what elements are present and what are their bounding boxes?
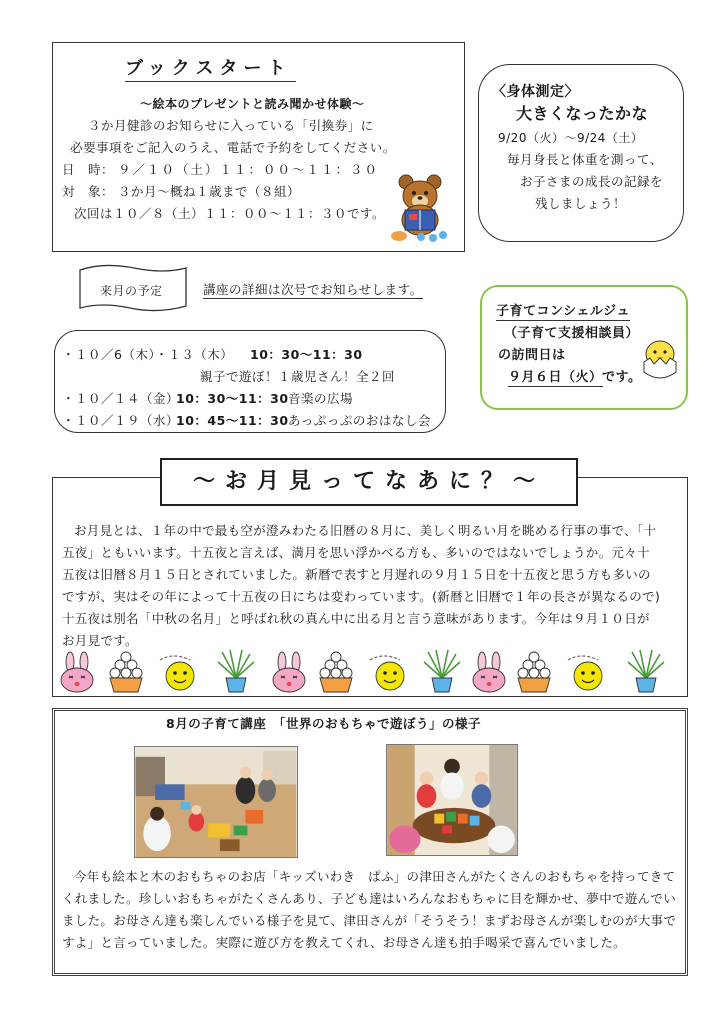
tsukimi-line: 十五夜は別名「中秋の名月」と呼ばれ秋の真ん中に出る月と言う意味があります。今年は９月１０日が (62, 611, 650, 626)
measure-body2: お子さまの成長の記録を (520, 174, 664, 189)
schedule-item-1-date: ・１０／6（木）・１３（木） (62, 347, 234, 362)
bookstart-target-label: 対 象： (62, 184, 115, 199)
concierge-line2: （子育て支援相談員） (504, 326, 640, 341)
schedule-item-3-desc: あっぷっぷのおはなし会 (288, 413, 431, 428)
playroom-photo-1 (134, 746, 298, 858)
chick-in-egg-icon (638, 336, 682, 382)
measure-body3: 残しましょう！ (535, 196, 627, 211)
measure-body1: 毎月身長と体重を測って、 (507, 152, 663, 167)
report-line: すよ」と言っていました。実際に遊び方を教えてくれ、お母さん達も拍手喝采で喜んでいました。 (62, 935, 626, 950)
schedule-item-3-date: ・１０／１９（水） (62, 413, 180, 428)
bookstart-line2: 必要事項をご記入のうえ、電話で予約をしてください。 (70, 140, 396, 155)
schedule-item-1-desc: 親子で遊ぼ！１歳児さん！全２回 (200, 369, 396, 384)
tsukimi-line: 五夜は旧暦８月１５日とされていました。新暦で表すと月遅れの９月１５日を十五夜と思う方も多いの (62, 567, 651, 582)
bookstart-next: 次回は１０／８（土）１１：００～１１：３０です。 (74, 206, 386, 221)
toy-table-photo-2 (386, 744, 518, 856)
report-title: 8月の子育て講座 「世界のおもちゃで遊ぼう」の様子 (166, 716, 481, 731)
tsukimi-paragraph (62, 520, 682, 652)
tsukimi-decorative-border (56, 648, 684, 694)
tsukimi-title: ～お月見ってなあに？～ (160, 458, 578, 506)
schedule-item-2-time: 10：30～11：30 (176, 391, 289, 406)
report-line: 今年も絵本と木のおもちゃのお店「キッズいわき ぱふ」の津田さんがたくさんのおもちゃを持ってきて (74, 869, 676, 884)
report-paragraph (62, 866, 682, 954)
tsukimi-line: ですが、実はその年によって十五夜の日にちは変わっています。(新暦と旧暦で１年の長さが異なるので) (62, 589, 661, 604)
tsukimi-line: お月見です。 (62, 633, 138, 648)
next-month-note: 講座の詳細は次号でお知らせします。 (203, 282, 423, 297)
schedule-item-3-time: 10：45～11：30 (176, 413, 289, 428)
next-month-tag: 来月の予定 (100, 284, 163, 298)
schedule-item-2-desc: 音楽の広場 (288, 391, 354, 406)
report-line: くれました。珍しいおもちゃがたくさんあり、子ども達はいろんなおもちゃに目を輝かせ、夢中で遊んでい (62, 891, 677, 906)
tsukimi-line: 五夜」ともいいます。十五夜と言えば、満月を思い浮かべる方も、多いのではないでしょうか。元々十 (62, 545, 650, 560)
bookstart-date-value: ９／１０（土）１１：００～１１：３０ (118, 162, 380, 177)
measure-subheading: 大きくなったかな (516, 104, 649, 123)
bookstart-target-value: ３か月～概ね１歳まで（８組） (118, 184, 301, 199)
bear-reading-book-icon (385, 172, 455, 244)
measure-heading: 〈身体測定〉 (492, 84, 579, 100)
bookstart-subtitle: ～絵本のプレゼントと読み聞かせ体験～ (140, 97, 365, 111)
bookstart-date-label: 日 時： (62, 162, 115, 177)
bookstart-line1: ３か月健診のお知らせに入っている「引換券」に (88, 118, 374, 133)
schedule-item-2-date: ・１０／１４（金） (62, 391, 180, 406)
concierge-line1: 子育てコンシェルジュ (496, 304, 630, 319)
concierge-date: ９月６日（火） (508, 370, 603, 385)
report-line: ました。お母さん達も楽しんでいる様子を見て、津田さんが「そうそう！まずお母さんが楽しむのが大事で (62, 913, 677, 928)
schedule-item-1-time: 10：30～11：30 (250, 347, 363, 362)
tsukimi-line: お月見とは、１年の中で最も空が澄みわたる旧暦の８月に、美しく明るい月を眺める行事の事で、「十 (74, 523, 657, 538)
bookstart-title: ブックスタート (125, 58, 296, 82)
concierge-suffix: です。 (602, 370, 642, 385)
concierge-line3: の訪問日は (498, 348, 566, 363)
measure-dates: 9/20（火）～9/24（土） (498, 131, 644, 145)
